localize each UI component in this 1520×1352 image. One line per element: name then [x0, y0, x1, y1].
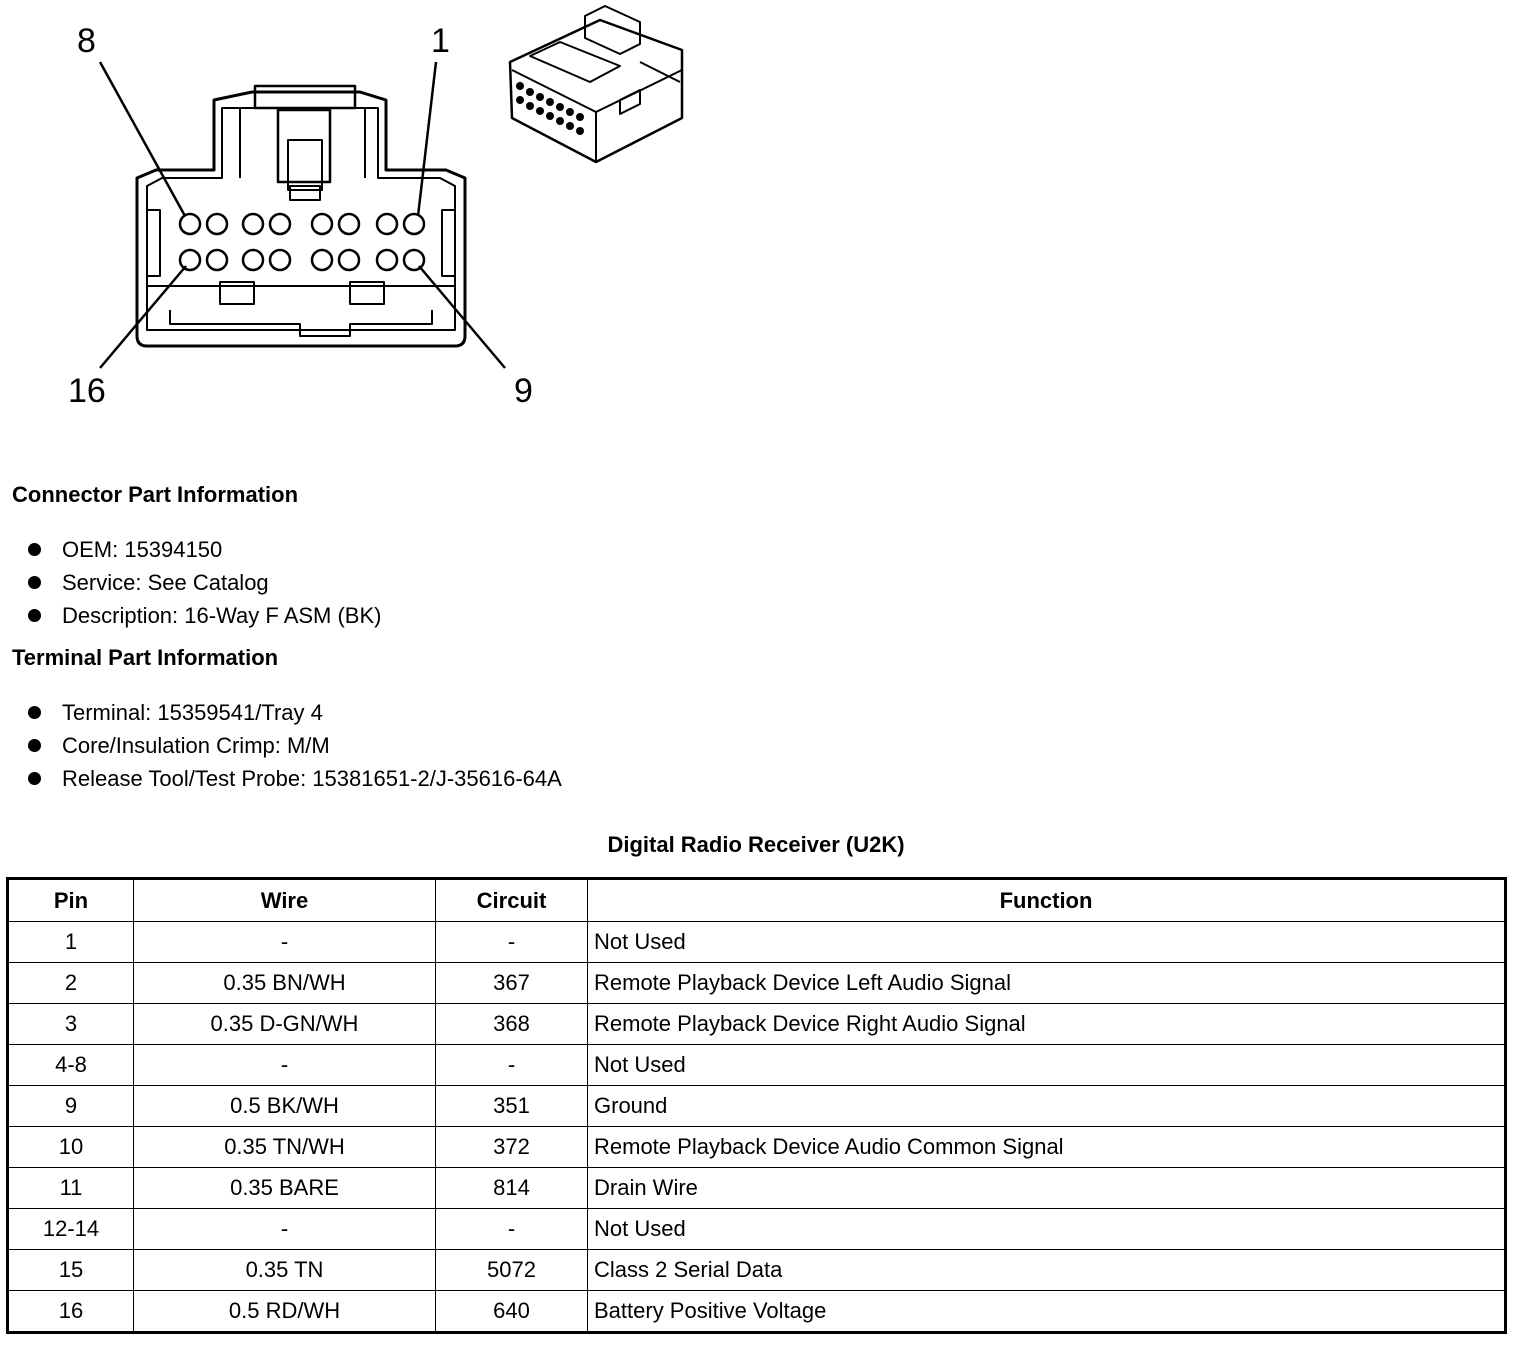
connector-3d-view [510, 6, 682, 162]
cell-circuit: 814 [436, 1168, 588, 1209]
cell-pin: 15 [8, 1250, 134, 1291]
terminal-cavities-bottom-row [180, 250, 424, 270]
cell-pin: 11 [8, 1168, 134, 1209]
cell-circuit: - [436, 922, 588, 963]
cell-function: Not Used [588, 922, 1506, 963]
table-row [8, 1127, 1506, 1168]
pin-label-8: 8 [77, 22, 96, 60]
terminal-info-heading: Terminal Part Information [12, 645, 279, 670]
list-item: Terminal: 15359541/Tray 4 [28, 696, 562, 729]
list-item: Description: 16-Way F ASM (BK) [28, 599, 381, 632]
pin-label-16: 16 [68, 372, 106, 410]
connector-bottom-rail [170, 310, 432, 336]
bullet-icon [28, 739, 41, 752]
table-header-row [8, 879, 1506, 922]
table-row [8, 1086, 1506, 1127]
cell-wire: - [134, 1045, 436, 1086]
pin-label-1: 1 [431, 22, 450, 60]
cell-pin: 9 [8, 1086, 134, 1127]
connector-latch [255, 86, 355, 108]
cell-circuit: 5072 [436, 1250, 588, 1291]
pin-table [6, 877, 1507, 1334]
column-header-wire: Wire [134, 879, 436, 922]
column-header-circuit: Circuit [436, 879, 588, 922]
cell-wire: 0.35 TN [134, 1250, 436, 1291]
connector-housing-inner [147, 108, 455, 330]
cell-function: Remote Playback Device Audio Common Signal [588, 1127, 1506, 1168]
cell-wire: 0.35 TN/WH [134, 1127, 436, 1168]
bullet-icon [28, 543, 41, 556]
table-row [8, 1250, 1506, 1291]
list-item: OEM: 15394150 [28, 533, 381, 566]
table-row [8, 963, 1506, 1004]
cell-wire: 0.35 BARE [134, 1168, 436, 1209]
cell-pin: 4-8 [8, 1045, 134, 1086]
column-header-pin: Pin [8, 879, 134, 922]
cell-function: Battery Positive Voltage [588, 1291, 1506, 1333]
list-item: Core/Insulation Crimp: M/M [28, 729, 562, 762]
terminal-cavities-top-row [180, 214, 424, 234]
cell-pin: 1 [8, 922, 134, 963]
cell-wire: - [134, 922, 436, 963]
table-row [8, 1209, 1506, 1250]
connector-info-list [28, 533, 381, 632]
cell-circuit: 368 [436, 1004, 588, 1045]
pin-label-9: 9 [514, 372, 533, 410]
cell-pin: 10 [8, 1127, 134, 1168]
leader-line-pin-8 [100, 62, 185, 216]
cell-pin: 2 [8, 963, 134, 1004]
list-item: Service: See Catalog [28, 566, 381, 599]
cell-pin: 3 [8, 1004, 134, 1045]
cell-function: Not Used [588, 1045, 1506, 1086]
table-row [8, 1045, 1506, 1086]
cell-circuit: 640 [436, 1291, 588, 1333]
bullet-icon [28, 609, 41, 622]
table-title: Digital Radio Receiver (U2K) [607, 832, 905, 857]
cell-circuit: 372 [436, 1127, 588, 1168]
terminal-info-list [28, 696, 562, 795]
cell-circuit: - [436, 1209, 588, 1250]
cell-pin: 16 [8, 1291, 134, 1333]
cell-function: Remote Playback Device Right Audio Signal [588, 1004, 1506, 1045]
connector-info-heading: Connector Part Information [12, 482, 299, 507]
bullet-icon [28, 576, 41, 589]
cell-circuit: 367 [436, 963, 588, 1004]
bullet-icon [28, 706, 41, 719]
cell-function: Ground [588, 1086, 1506, 1127]
cell-wire: 0.5 BK/WH [134, 1086, 436, 1127]
cell-wire: 0.5 RD/WH [134, 1291, 436, 1333]
column-header-function: Function [588, 879, 1506, 922]
cell-circuit: 351 [436, 1086, 588, 1127]
cell-pin: 12-14 [8, 1209, 134, 1250]
cell-wire: 0.35 BN/WH [134, 963, 436, 1004]
cell-wire: 0.35 D-GN/WH [134, 1004, 436, 1045]
cell-function: Not Used [588, 1209, 1506, 1250]
cell-function: Class 2 Serial Data [588, 1250, 1506, 1291]
cell-function: Remote Playback Device Left Audio Signal [588, 963, 1506, 1004]
bullet-icon [28, 772, 41, 785]
leader-line-pin-16 [100, 266, 186, 368]
table-row [8, 922, 1506, 963]
connector-housing-outline [137, 92, 465, 346]
list-item: Release Tool/Test Probe: 15381651-2/J-35616-64A [28, 762, 562, 795]
table-row [8, 1291, 1506, 1333]
leader-line-pin-1 [418, 62, 436, 216]
cell-function: Drain Wire [588, 1168, 1506, 1209]
cell-wire: - [134, 1209, 436, 1250]
table-row [8, 1004, 1506, 1045]
connector-diagram [0, 0, 760, 420]
cell-circuit: - [436, 1045, 588, 1086]
table-row [8, 1168, 1506, 1209]
